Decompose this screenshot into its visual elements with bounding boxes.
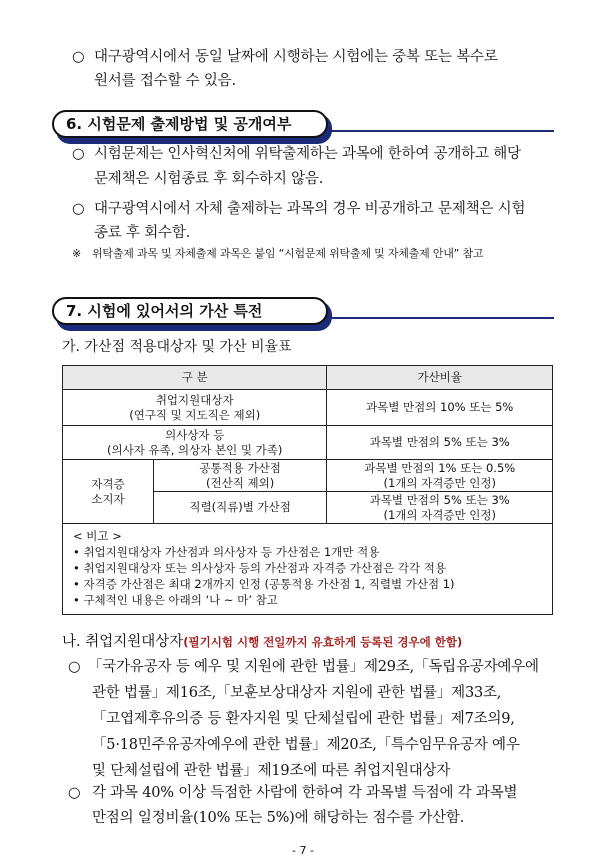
row3-label-line2: (전산직 제외) [206, 475, 275, 490]
table-row [63, 460, 553, 492]
row4-rate-line1: 과목별 만점의 5% 또는 3% [369, 492, 510, 507]
page-number: - 7 - [292, 844, 314, 857]
row2-label-line1: 의사상자 등 [165, 427, 225, 442]
row2-label-line2: (의사자 유족, 의상자 본인 및 가족) [107, 442, 283, 457]
intro-bullet-line-2: 원서를 접수할 수 있음. [94, 73, 236, 89]
table-notes [63, 524, 553, 615]
na-item1-line-2: 관한 법률」제16조,「보훈보상대상자 지원에 관한 법률」제33조, [92, 685, 502, 701]
row1-label-line1: 취업지원대상자 [155, 392, 234, 407]
notes-title: < 비고 > [73, 529, 122, 543]
row3-label-line1: 공통적용 가산점 [199, 460, 281, 475]
na-item1-line-3: 「고엽제후유의증 등 환자지원 및 단체설립에 관한 법률」제7조의9, [92, 711, 515, 727]
na-item2-marker: ○ [68, 785, 81, 801]
table-row [63, 426, 553, 460]
sub-heading-na [62, 630, 462, 653]
row3-label [153, 460, 327, 492]
row3-rate-line2: (1개의 자격증만 인정) [383, 475, 496, 490]
intro-bullet-line-1: 대구광역시에서 동일 날짜에 시행하는 시험에는 중복 또는 복수로 [94, 49, 498, 65]
sub-heading-na-text: 나. 취업지원대상자 [62, 634, 184, 650]
cert-group-label [63, 460, 154, 524]
note-item: • 취업지원대상자 또는 의사상자 등의 가산점과 자격증 가산점은 각각 적용 [73, 561, 446, 575]
s6-item2-line-2: 종료 후 회수함. [94, 225, 191, 241]
na-item1-line-1: 「국가유공자 등 예우 및 지원에 관한 법률」제29조,「독립유공자예우에 [88, 659, 539, 675]
row4-rate [327, 492, 553, 524]
row3-rate-line1: 과목별 만점의 1% 또는 0.5% [364, 460, 516, 475]
note-item: • 자격증 가산점은 최대 2개까지 인정 (공통적용 가산점 1, 직렬별 가산점 1) [73, 577, 455, 591]
sub-heading-ga: 가. 가산점 적용대상자 및 가산 비율표 [62, 339, 292, 355]
s6-note-marker: ※ [72, 247, 82, 260]
bonus-points-table [62, 365, 553, 615]
s6-note: 위탁출제 과목 및 자체출제 과목은 붙임 “시험문제 위탁출제 및 자체출제 안내” 참고 [92, 247, 484, 260]
row1-label-line2: (연구직 및 지도직은 제외) [129, 407, 261, 422]
na-item1-line-4: 「5·18민주유공자예우에 관한 법률」제20조,「특수임무유공자 예우 [92, 737, 520, 753]
cert-group-line2: 소지자 [91, 491, 125, 506]
section7-title: 7. 시험에 있어서의 가산 특전 [52, 297, 328, 325]
row3-rate [327, 460, 553, 492]
row1-rate: 과목별 만점의 10% 또는 5% [327, 390, 553, 426]
row2-label [63, 426, 327, 460]
na-item2-line-2: 만점의 일정비율(10% 또는 5%)에 해당하는 점수를 가산함. [92, 810, 465, 826]
section6-title: 6. 시험문제 출제방법 및 공개여부 [52, 110, 328, 138]
intro-bullet-marker: ○ [72, 49, 85, 65]
na-item2-line-1: 각 과목 40% 이상 득점한 사람에 한하여 각 과목별 득점에 각 과목별 [92, 785, 518, 801]
table-header-category: 구 분 [63, 366, 327, 390]
note-item: • 구체적인 내용은 아래의 ‘나 ~ 마’ 참고 [73, 593, 278, 607]
note-item: • 취업지원대상자 가산점과 의사상자 등 가산점은 1개만 적용 [73, 545, 380, 559]
table-notes-row [63, 524, 553, 615]
s6-item1-line-2: 문제책은 시험종료 후 회수하지 않음. [94, 171, 324, 187]
row2-rate: 과목별 만점의 5% 또는 3% [327, 426, 553, 460]
row1-label [63, 390, 327, 426]
row4-rate-line2: (1개의 자격증만 인정) [383, 507, 496, 522]
sub-heading-na-paren: (필기시험 시행 전일까지 유효하게 등록된 경우에 한함) [183, 635, 463, 649]
row4-label: 직렬(직류)별 가산점 [153, 492, 327, 524]
table-header-rate: 가산비율 [327, 366, 553, 390]
table-row [63, 390, 553, 426]
s6-item1-marker: ○ [72, 146, 85, 162]
na-item1-line-5: 및 단체설립에 관한 법률」제19조에 따른 취업지원대상자 [92, 763, 451, 779]
s6-item2-marker: ○ [72, 201, 85, 217]
cert-group-line1: 자격증 [91, 476, 125, 491]
s6-item2-line-1: 대구광역시에서 자체 출제하는 과목의 경우 비공개하고 문제책은 시험 [94, 201, 526, 217]
table-header-row [63, 366, 553, 390]
s6-item1-line-1: 시험문제는 인사혁신처에 위탁출제하는 과목에 한하여 공개하고 해당 [94, 146, 521, 162]
na-item1-marker: ○ [68, 659, 81, 675]
